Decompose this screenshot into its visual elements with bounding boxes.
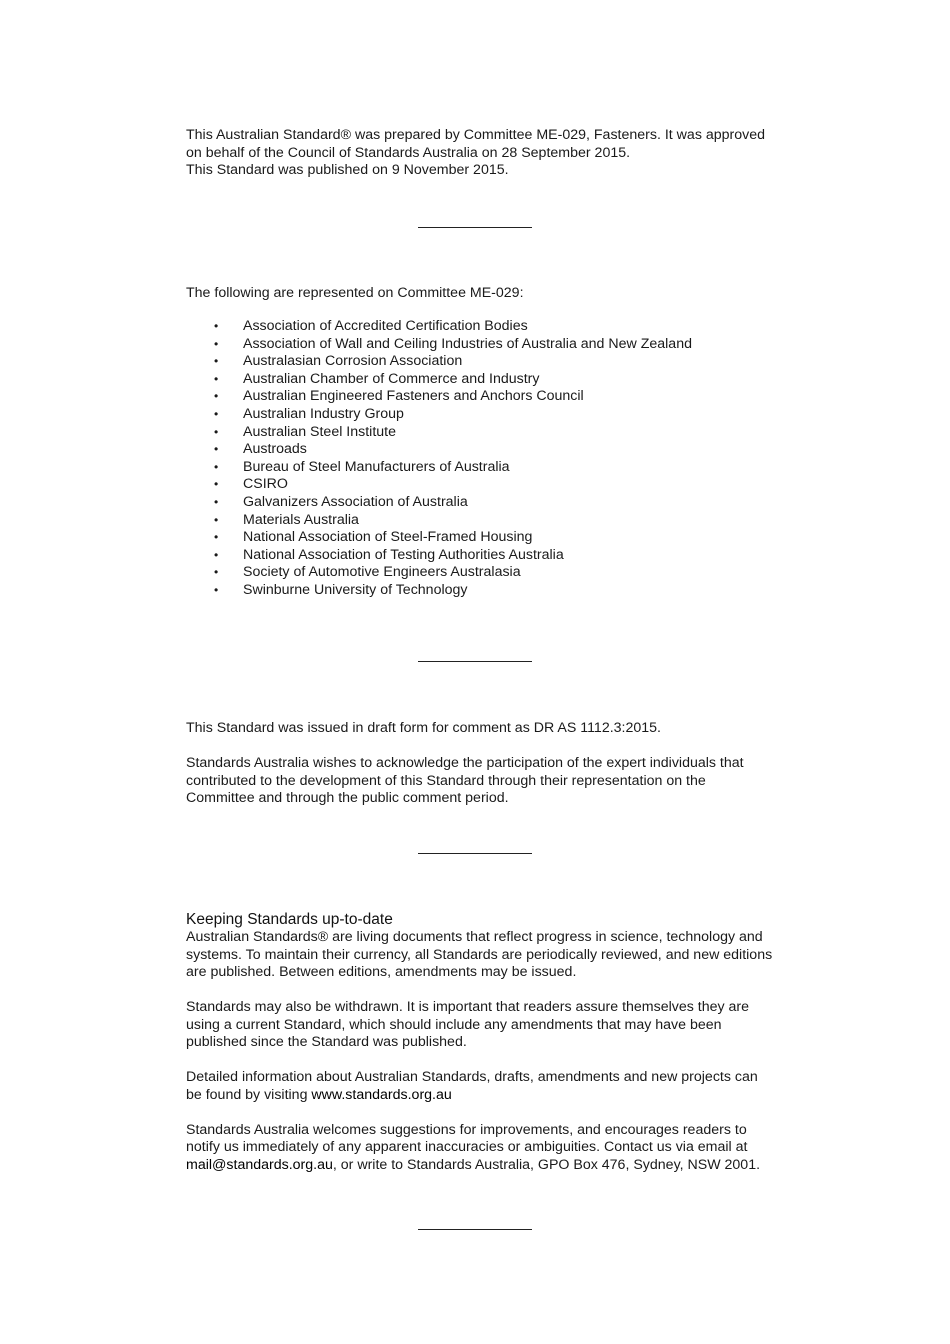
- section-divider: [418, 853, 532, 854]
- paragraph-line: Australian Standards® are living documents that reflect progress in science, technology and: [186, 929, 763, 945]
- draft-section: [186, 720, 776, 808]
- approval-line: This Australian Standard® was prepared by Committee ME-029, Fasteners. It was approved: [186, 127, 766, 143]
- bullet-icon: •: [214, 494, 219, 509]
- paragraph-line: are published. Between editions, amendments may be issued.: [186, 964, 577, 980]
- paragraph-text: , or write to Standards Australia, GPO Box 476, Sydney, NSW 2001.: [332, 1156, 761, 1173]
- approval-line: on behalf of the Council of Standards Australia on 28 September 2015.: [186, 144, 631, 161]
- committee-member-item: [186, 547, 776, 565]
- acknowledgement-line: Standards Australia wishes to acknowledge the participation of the expert individuals that: [186, 755, 744, 771]
- committee-member-name: Galvanizers Association of Australia: [243, 493, 468, 510]
- bullet-icon: •: [214, 512, 219, 527]
- bullet-icon: •: [214, 336, 219, 351]
- committee-member-name: Australian Chamber of Commerce and Industry: [243, 370, 540, 387]
- keeping-standards-heading: Keeping Standards up-to-date: [186, 911, 393, 928]
- committee-member-name: Society of Automotive Engineers Australasia: [243, 564, 521, 581]
- committee-section: [186, 285, 776, 303]
- committee-member-name: Austroads: [243, 441, 307, 458]
- paragraph-line: using a current Standard, which should include any amendments that may have been: [186, 1016, 722, 1033]
- committee-member-item: [186, 336, 776, 354]
- committee-member-name: Australian Industry Group: [243, 405, 404, 422]
- committee-member-item: [186, 371, 776, 389]
- approval-statement: [186, 127, 776, 180]
- committee-member-item: [186, 529, 776, 547]
- paragraph-line: [186, 1087, 776, 1105]
- committee-member-name: Association of Accredited Certification Bodies: [243, 318, 528, 334]
- bullet-icon: •: [214, 547, 219, 562]
- committee-member-item: [186, 494, 776, 512]
- bullet-icon: •: [214, 406, 219, 421]
- member-list: [186, 318, 776, 600]
- paragraph-line: Standards Australia welcomes suggestions for improvements, and encourages readers to: [186, 1121, 747, 1138]
- section-divider: [418, 661, 532, 662]
- committee-member-name: National Association of Steel-Framed Housing: [243, 529, 533, 546]
- website-link[interactable]: www.standards.org.au: [311, 1086, 452, 1103]
- committee-member-name: Australian Steel Institute: [243, 423, 396, 440]
- paragraph-line: systems. To maintain their currency, all Standards are periodically reviewed, and new editions: [186, 946, 773, 963]
- bullet-icon: •: [214, 530, 219, 545]
- draft-issued-text: This Standard was issued in draft form for comment as DR AS 1112.3:2015.: [186, 720, 661, 736]
- bullet-icon: •: [214, 371, 219, 386]
- committee-member-item: [186, 441, 776, 459]
- section-divider: [418, 1229, 532, 1230]
- bullet-icon: •: [214, 442, 219, 457]
- acknowledgement-line: contributed to the development of this Standard through their representation on the: [186, 772, 706, 789]
- paragraph-line: [186, 1157, 776, 1175]
- bullet-icon: •: [214, 459, 219, 474]
- committee-member-name: Australian Engineered Fasteners and Anchors Council: [243, 388, 584, 405]
- committee-intro: The following are represented on Committee ME-029:: [186, 285, 524, 301]
- committee-member-name: National Association of Testing Authorities Australia: [243, 546, 564, 563]
- bullet-icon: •: [214, 319, 219, 333]
- publication-line: This Standard was published on 9 November 2015.: [186, 162, 509, 178]
- committee-member-item: [186, 353, 776, 371]
- committee-member-name: Australasian Corrosion Association: [243, 353, 463, 370]
- committee-member-name: Swinburne University of Technology: [243, 581, 468, 598]
- committee-member-item: [186, 318, 776, 336]
- bullet-icon: •: [214, 389, 219, 404]
- committee-member-item: [186, 424, 776, 442]
- committee-member-list: [186, 318, 776, 600]
- committee-member-item: [186, 459, 776, 477]
- committee-member-item: [186, 564, 776, 582]
- acknowledgement-line: Committee and through the public comment period.: [186, 790, 509, 806]
- bullet-icon: •: [214, 565, 219, 580]
- paragraph-line: Standards may also be withdrawn. It is important that readers assure themselves they are: [186, 999, 750, 1015]
- section-divider: [418, 227, 532, 228]
- paragraph-line: notify us immediately of any apparent inaccuracies or ambiguities. Contact us via email at: [186, 1139, 748, 1155]
- committee-member-item: [186, 388, 776, 406]
- committee-member-item: [186, 512, 776, 530]
- bullet-icon: •: [214, 354, 219, 369]
- paragraph-line: Detailed information about Australian Standards, drafts, amendments and new projects can: [186, 1069, 758, 1085]
- bullet-icon: •: [214, 424, 219, 439]
- committee-member-name: Materials Australia: [243, 511, 359, 528]
- paragraph-text: be found by visiting: [186, 1086, 312, 1103]
- email-link[interactable]: mail@standards.org.au: [186, 1156, 333, 1173]
- bullet-icon: •: [214, 582, 219, 597]
- committee-member-item: [186, 476, 776, 494]
- committee-member-item: [186, 582, 776, 600]
- bullet-icon: •: [214, 477, 219, 492]
- committee-member-name: Association of Wall and Ceiling Industries of Australia and New Zealand: [243, 335, 692, 352]
- committee-member-item: [186, 406, 776, 424]
- committee-member-name: Bureau of Steel Manufacturers of Australia: [243, 458, 510, 475]
- committee-member-name: CSIRO: [243, 476, 288, 493]
- paragraph-line: published since the Standard was published.: [186, 1034, 467, 1050]
- keeping-standards-section: [186, 910, 776, 1174]
